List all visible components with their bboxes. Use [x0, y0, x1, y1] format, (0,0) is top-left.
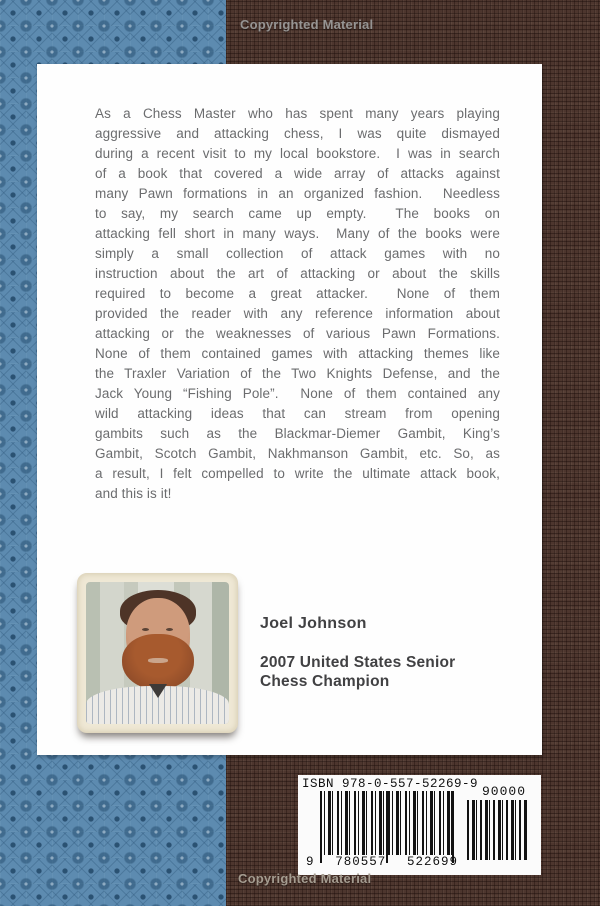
ean-lead-digit: 9: [306, 855, 315, 869]
author-eye-left: [142, 628, 149, 631]
book-blurb-paragraph: [95, 104, 500, 504]
blurb-line: aggressive and attacking chess, I was quite dismayed: [95, 126, 500, 141]
blurb-line: a result, I felt compelled to write the ultimate attack book,: [95, 466, 500, 481]
copyright-watermark-bottom: Copyrighted Material: [238, 871, 372, 886]
author-photo-frame: [77, 573, 238, 733]
blurb-line: during a recent visit to my local bookstore. I was in search: [95, 146, 500, 161]
barcode-guard-bar: [386, 791, 388, 863]
ean5-addon-barcode: [467, 800, 528, 860]
author-mouth: [148, 658, 168, 663]
blurb-line: Jack Young “Fishing Pole”. None of them contained any: [95, 386, 500, 401]
barcode-guard-bar: [452, 791, 454, 863]
blurb-line: and this is it!: [95, 486, 172, 501]
blurb-line: of a book that covered a wide array of attacks against: [95, 166, 500, 181]
blurb-line: instruction about the art of attacking or about the skills: [95, 266, 500, 281]
barcode-guard-bar: [320, 791, 322, 863]
copyright-watermark-top: Copyrighted Material: [240, 17, 374, 32]
blurb-line: Gambit, Scotch Gambit, Nakhmanson Gambit, etc. So, as: [95, 446, 500, 461]
blurb-line: required to become a great attacker. None of them: [95, 286, 500, 301]
blurb-line: wild attacking ideas that can stream from opening: [95, 406, 500, 421]
author-title: [260, 653, 455, 691]
blurb-line: simply a small collection of attack games with no: [95, 246, 500, 261]
isbn-barcode-block: [298, 775, 541, 875]
blurb-line: many Pawn formations in an organized fashion. Needless: [95, 186, 500, 201]
isbn-number-text: ISBN 978-0-557-52269-9: [301, 777, 479, 791]
blurb-line: the Traxler Variation of the Two Knights Defense, and the: [95, 366, 500, 381]
blurb-line: to say, my search came up empty. The books on: [95, 206, 500, 221]
author-eye-right: [166, 628, 173, 631]
ean13-digits: [306, 855, 458, 869]
author-title-line1: 2007 United States Senior: [260, 654, 456, 671]
author-title-line2: Chess Champion: [260, 673, 390, 690]
author-portrait-photo: [86, 582, 229, 724]
blurb-line: gambits such as the Blackmar-Diemer Gambit, King’s: [95, 426, 500, 441]
author-name: Joel Johnson: [260, 615, 367, 632]
blurb-line: As a Chess Master who has spent many years playing: [95, 106, 500, 121]
blurb-line: provided the reader with any reference information about: [95, 306, 500, 321]
blurb-line: attacking or the weaknesses of various Pawn Formations.: [95, 326, 500, 341]
barcode-addon-code: 90000: [481, 784, 526, 799]
back-cover-text-card: [37, 64, 542, 755]
ean-group1: 780557: [335, 855, 387, 869]
blurb-line: attacking fell short in many ways. Many of the books were: [95, 226, 500, 241]
ean-group2: 522699: [406, 855, 458, 869]
blurb-line: None of them contained games with attacking themes like: [95, 346, 500, 361]
